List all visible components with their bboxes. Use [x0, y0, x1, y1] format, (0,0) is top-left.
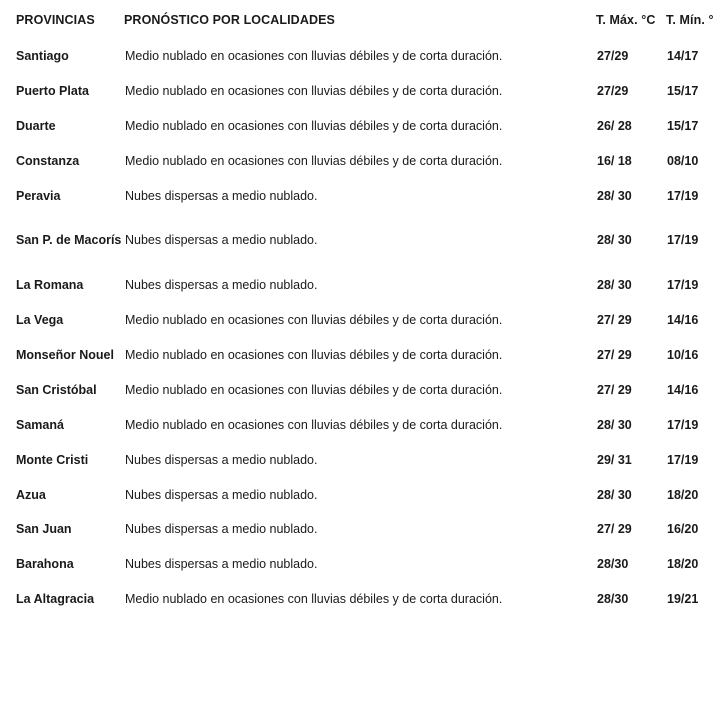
cell-tmax: 28/ 30 [597, 487, 632, 502]
cell-forecast: Medio nublado en ocasiones con lluvias débiles y de corta duración. [125, 118, 503, 133]
cell-tmax: 27/29 [597, 83, 629, 98]
cell-province: Barahona [16, 557, 74, 572]
table-row [0, 478, 717, 513]
cell-tmin: 17/19 [667, 278, 699, 293]
table-row [0, 338, 717, 373]
cell-tmin: 17/19 [667, 188, 699, 203]
cell-tmin: 14/16 [667, 313, 699, 328]
table-row [0, 144, 717, 179]
table-header [0, 0, 717, 39]
table-row [0, 74, 717, 109]
cell-forecast: Nubes dispersas a medio nublado. [125, 188, 318, 203]
cell-province: Constanza [16, 153, 80, 168]
cell-tmax: 27/ 29 [597, 382, 632, 397]
cell-tmax: 16/ 18 [597, 153, 632, 168]
table-row [0, 547, 717, 582]
cell-tmax: 27/ 29 [597, 522, 632, 537]
cell-forecast: Medio nublado en ocasiones con lluvias débiles y de corta duración. [125, 417, 503, 432]
cell-province: Puerto Plata [16, 83, 89, 98]
cell-province: Monseñor Nouel [16, 348, 114, 362]
cell-tmin: 10/16 [667, 348, 699, 362]
table-row [0, 373, 717, 408]
cell-forecast: Nubes dispersas a medio nublado. [125, 233, 318, 248]
column-header-provinces: PROVINCIAS [16, 13, 95, 27]
table-row [0, 39, 717, 74]
cell-tmin: 15/17 [667, 118, 699, 133]
table-body [0, 39, 717, 617]
cell-forecast: Medio nublado en ocasiones con lluvias débiles y de corta duración. [125, 153, 503, 168]
cell-tmin: 08/10 [667, 153, 699, 168]
cell-tmin: 14/17 [667, 49, 699, 63]
cell-province: La Altagracia [16, 592, 95, 607]
cell-province: La Romana [16, 278, 84, 293]
cell-forecast: Nubes dispersas a medio nublado. [125, 278, 318, 293]
cell-forecast: Nubes dispersas a medio nublado. [125, 452, 318, 467]
table-header-row [0, 0, 717, 39]
cell-forecast: Medio nublado en ocasiones con lluvias débiles y de corta duración. [125, 313, 503, 328]
cell-tmax: 28/ 30 [597, 417, 632, 432]
cell-tmin: 15/17 [667, 83, 699, 98]
cell-forecast: Nubes dispersas a medio nublado. [125, 487, 318, 502]
cell-tmin: 18/20 [667, 487, 699, 502]
cell-tmax: 28/ 30 [597, 278, 632, 293]
cell-province: Monte Cristi [16, 452, 89, 467]
cell-tmin: 17/19 [667, 233, 699, 248]
column-header-tmax: T. Máx. °C [596, 13, 656, 27]
cell-tmax: 26/ 28 [597, 118, 632, 133]
table-row [0, 512, 717, 547]
cell-forecast: Medio nublado en ocasiones con lluvias débiles y de corta duración. [125, 49, 503, 63]
cell-forecast: Nubes dispersas a medio nublado. [125, 522, 318, 537]
table-row [0, 408, 717, 443]
cell-tmax: 28/30 [597, 557, 629, 572]
cell-province: Samaná [16, 417, 64, 432]
table-row [0, 179, 717, 214]
cell-forecast: Medio nublado en ocasiones con lluvias débiles y de corta duración. [125, 592, 503, 607]
cell-province: San P. de Macorís [16, 233, 122, 248]
cell-tmin: 19/21 [667, 592, 699, 607]
cell-tmax: 27/29 [597, 49, 629, 63]
cell-province: Santiago [16, 49, 69, 63]
cell-forecast: Medio nublado en ocasiones con lluvias débiles y de corta duración. [125, 348, 503, 362]
column-header-tmin: T. Mín. ° [666, 13, 714, 27]
table-row [0, 303, 717, 338]
table-row [0, 582, 717, 617]
cell-tmax: 28/ 30 [597, 233, 632, 248]
cell-tmin: 18/20 [667, 557, 699, 572]
cell-tmin: 14/16 [667, 382, 699, 397]
cell-tmax: 27/ 29 [597, 313, 632, 328]
table-row [0, 213, 717, 268]
table-row [0, 443, 717, 478]
table-row [0, 268, 717, 303]
cell-tmax: 28/ 30 [597, 188, 632, 203]
cell-tmax: 29/ 31 [597, 452, 632, 467]
cell-forecast: Medio nublado en ocasiones con lluvias débiles y de corta duración. [125, 83, 503, 98]
cell-tmax: 27/ 29 [597, 348, 632, 362]
cell-province: Azua [16, 487, 46, 502]
cell-tmin: 17/19 [667, 417, 699, 432]
cell-province: Duarte [16, 118, 56, 133]
cell-province: San Cristóbal [16, 382, 97, 397]
column-header-forecast: PRONÓSTICO POR LOCALIDADES [124, 13, 335, 27]
cell-tmin: 16/20 [667, 522, 699, 537]
cell-forecast: Medio nublado en ocasiones con lluvias débiles y de corta duración. [125, 382, 503, 397]
cell-province: Peravia [16, 188, 61, 203]
cell-tmin: 17/19 [667, 452, 699, 467]
cell-province: San Juan [16, 522, 72, 537]
cell-tmax: 28/30 [597, 592, 629, 607]
table-row [0, 109, 717, 144]
cell-province: La Vega [16, 313, 64, 328]
cell-forecast: Nubes dispersas a medio nublado. [125, 557, 318, 572]
